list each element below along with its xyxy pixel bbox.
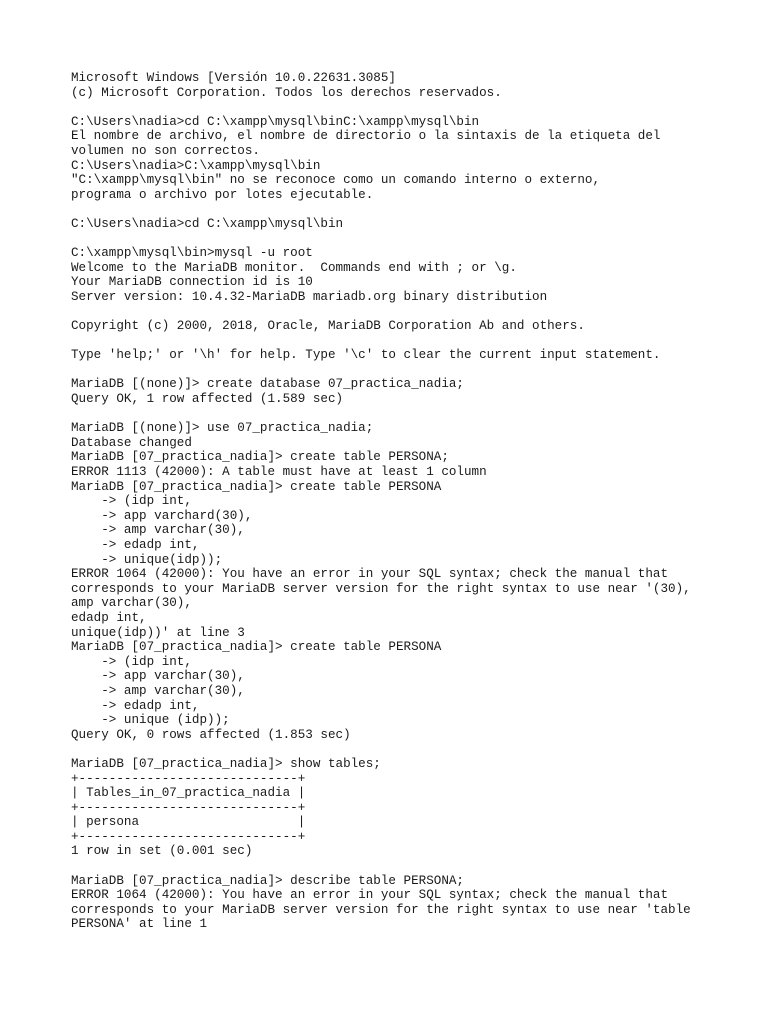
text-line: C:\xampp\mysql\bin>mysql -u root <box>71 246 313 261</box>
text-line: Copyright (c) 2000, 2018, Oracle, MariaDB Corporation Ab and others. <box>71 319 585 334</box>
text-line: -> amp varchar(30), <box>71 683 245 698</box>
text-line: Database changed <box>71 435 192 450</box>
text-line: C:\Users\nadia>C:\xampp\mysql\bin <box>71 158 321 173</box>
text-line: programa o archivo por lotes ejecutable. <box>71 187 374 202</box>
text-line: C:\Users\nadia>cd C:\xampp\mysql\bin <box>71 216 344 231</box>
text-line: edadp int, <box>71 610 147 625</box>
text-line: MariaDB [07_practica_nadia]> create table PERSONA <box>71 479 442 494</box>
text-line: -> edadp int, <box>71 538 200 552</box>
table-border-line: +-----------------------------+ <box>71 771 306 786</box>
text-line: -> app varchar(30), <box>71 669 245 684</box>
text-line <box>71 305 751 320</box>
text-line: corresponds to your MariaDB server version for the right syntax to use near '(30), <box>71 581 691 596</box>
text-line <box>71 334 751 349</box>
table-row: | persona | <box>71 815 306 830</box>
text-line: "C:\xampp\mysql\bin" no se reconoce como un comando interno o externo, <box>71 173 601 188</box>
text-line <box>71 100 751 115</box>
text-line: MariaDB [07_practica_nadia]> show tables; <box>71 756 381 771</box>
table-border-line: +-----------------------------+ <box>71 800 306 815</box>
text-line: MariaDB [(none)]> create database 07_practica_nadia; <box>71 377 464 392</box>
text-line: -> app varchard(30), <box>71 508 253 523</box>
text-line: -> unique(idp)); <box>71 552 223 567</box>
text-line <box>71 202 751 217</box>
text-line: -> edadp int, <box>71 698 200 713</box>
text-line: ERROR 1113 (42000): A table must have at least 1 column <box>71 465 487 480</box>
text-line: Server version: 10.4.32-MariaDB mariadb.org binary distribution <box>71 289 548 304</box>
text-line: MariaDB [07_practica_nadia]> describe table PERSONA; <box>71 873 464 888</box>
text-line: PERSONA' at line 1 <box>71 917 208 932</box>
text-line: Type 'help;' or '\h' for help. Type '\c' to clear the current input statement. <box>71 348 661 363</box>
text-line: corresponds to your MariaDB server version for the right syntax to use near 'table <box>71 902 691 917</box>
text-line: Welcome to the MariaDB monitor. Commands end with ; or \g. <box>71 260 517 275</box>
text-line: MariaDB [07_practica_nadia]> create table PERSONA; <box>71 450 449 465</box>
text-line <box>71 232 751 247</box>
text-line: -> unique (idp)); <box>71 713 230 728</box>
text-line: Query OK, 0 rows affected (1.853 sec) <box>71 727 351 742</box>
text-line: unique(idp))' at line 3 <box>71 625 245 640</box>
text-line <box>71 363 751 378</box>
text-line <box>71 407 751 422</box>
text-line: ERROR 1064 (42000): You have an error in your SQL syntax; check the manual that <box>71 567 669 582</box>
text-line: 1 row in set (0.001 sec) <box>71 844 253 859</box>
text-line: ERROR 1064 (42000): You have an error in your SQL syntax; check the manual that <box>71 888 669 903</box>
text-line <box>71 859 751 874</box>
text-line: Microsoft Windows [Versión 10.0.22631.3085] <box>71 71 396 85</box>
text-line: -> (idp int, <box>71 654 192 669</box>
document-page <box>71 71 751 932</box>
text-line: El nombre de archivo, el nombre de directorio o la sintaxis de la etiqueta del <box>71 129 661 144</box>
table-border-line: +-----------------------------+ <box>71 829 306 844</box>
table-header-line: | Tables_in_07_practica_nadia | <box>71 786 306 801</box>
text-line: -> (idp int, <box>71 494 192 509</box>
text-line: MariaDB [(none)]> use 07_practica_nadia; <box>71 421 374 436</box>
text-line: Your MariaDB connection id is 10 <box>71 275 313 290</box>
text-line: (c) Microsoft Corporation. Todos los derechos reservados. <box>71 85 502 100</box>
text-line: amp varchar(30), <box>71 596 192 611</box>
text-line: Query OK, 1 row affected (1.589 sec) <box>71 392 344 407</box>
text-line <box>71 742 751 757</box>
text-line: volumen no son correctos. <box>71 143 260 158</box>
text-line: -> amp varchar(30), <box>71 523 245 538</box>
text-line: C:\Users\nadia>cd C:\xampp\mysql\binC:\xampp\mysql\bin <box>71 114 480 129</box>
text-line: MariaDB [07_practica_nadia]> create table PERSONA <box>71 640 442 655</box>
